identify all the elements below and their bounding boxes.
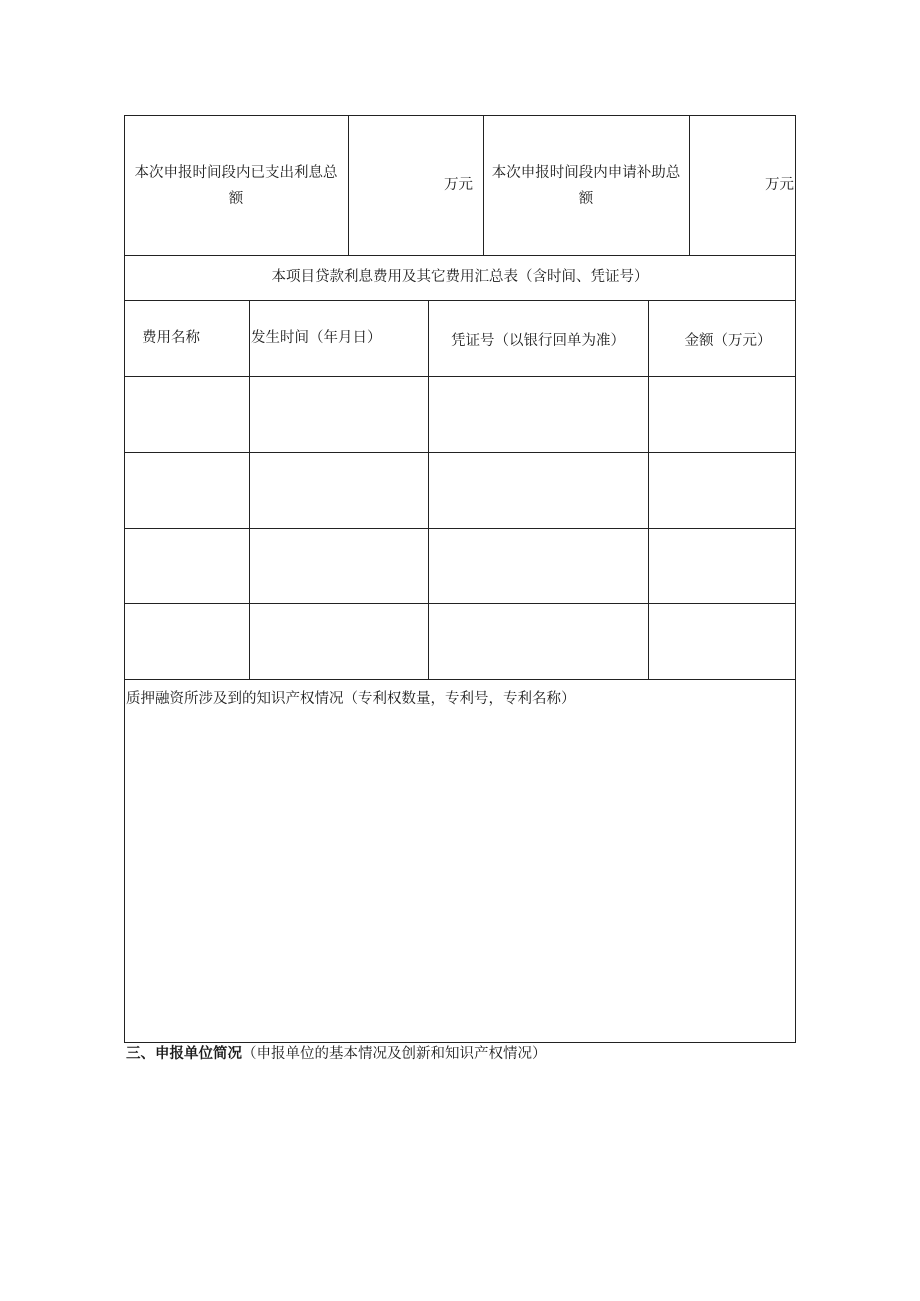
paid-interest-label-line2: 额 (228, 191, 244, 207)
subsidy-label-line2: 额 (578, 191, 594, 207)
expense-table-title: 本项目贷款利息费用及其它费用汇总表（含时间、凭证号） (271, 269, 649, 285)
paid-interest-label-line1: 本次申报时间段内已支出利息总 (134, 165, 338, 181)
row3-amount-cell[interactable] (649, 529, 795, 603)
row1-amount-cell[interactable] (649, 377, 795, 452)
header-amount: 金额（万元） (684, 333, 772, 349)
row2-voucher-cell[interactable] (429, 453, 648, 528)
header-voucher-number: 凭证号（以银行回单为准） (451, 333, 625, 349)
ip-section-input-area[interactable] (125, 712, 795, 1042)
subsidy-label-line1: 本次申报时间段内申请补助总 (491, 165, 681, 181)
row1-date-cell[interactable] (250, 377, 428, 452)
row1-expense-name-cell[interactable] (125, 377, 249, 452)
section-three-heading: 三、申报单位简况 (126, 1046, 242, 1062)
subsidy-label (483, 160, 689, 212)
section-three-note: （申报单位的基本情况及创新和知识产权情况） (242, 1046, 547, 1062)
header-date: 发生时间（年月日） (251, 330, 382, 346)
row3-voucher-cell[interactable] (429, 529, 648, 603)
row4-expense-name-cell[interactable] (125, 604, 249, 679)
subsidy-unit: 万元 (765, 177, 794, 193)
row2-amount-cell[interactable] (649, 453, 795, 528)
row2-expense-name-cell[interactable] (125, 453, 249, 528)
paid-interest-label (124, 160, 348, 212)
row1-voucher-cell[interactable] (429, 377, 648, 452)
ip-section-label: 质押融资所涉及到的知识产权情况（专利权数量，专利号，专利名称） (126, 691, 576, 707)
row3-date-cell[interactable] (250, 529, 428, 603)
row3-expense-name-cell[interactable] (125, 529, 249, 603)
section-three-heading-line (126, 1041, 547, 1067)
paid-interest-unit: 万元 (444, 177, 473, 193)
row2-date-cell[interactable] (250, 453, 428, 528)
row4-voucher-cell[interactable] (429, 604, 648, 679)
row4-amount-cell[interactable] (649, 604, 795, 679)
row4-date-cell[interactable] (250, 604, 428, 679)
header-expense-name: 费用名称 (142, 330, 200, 346)
